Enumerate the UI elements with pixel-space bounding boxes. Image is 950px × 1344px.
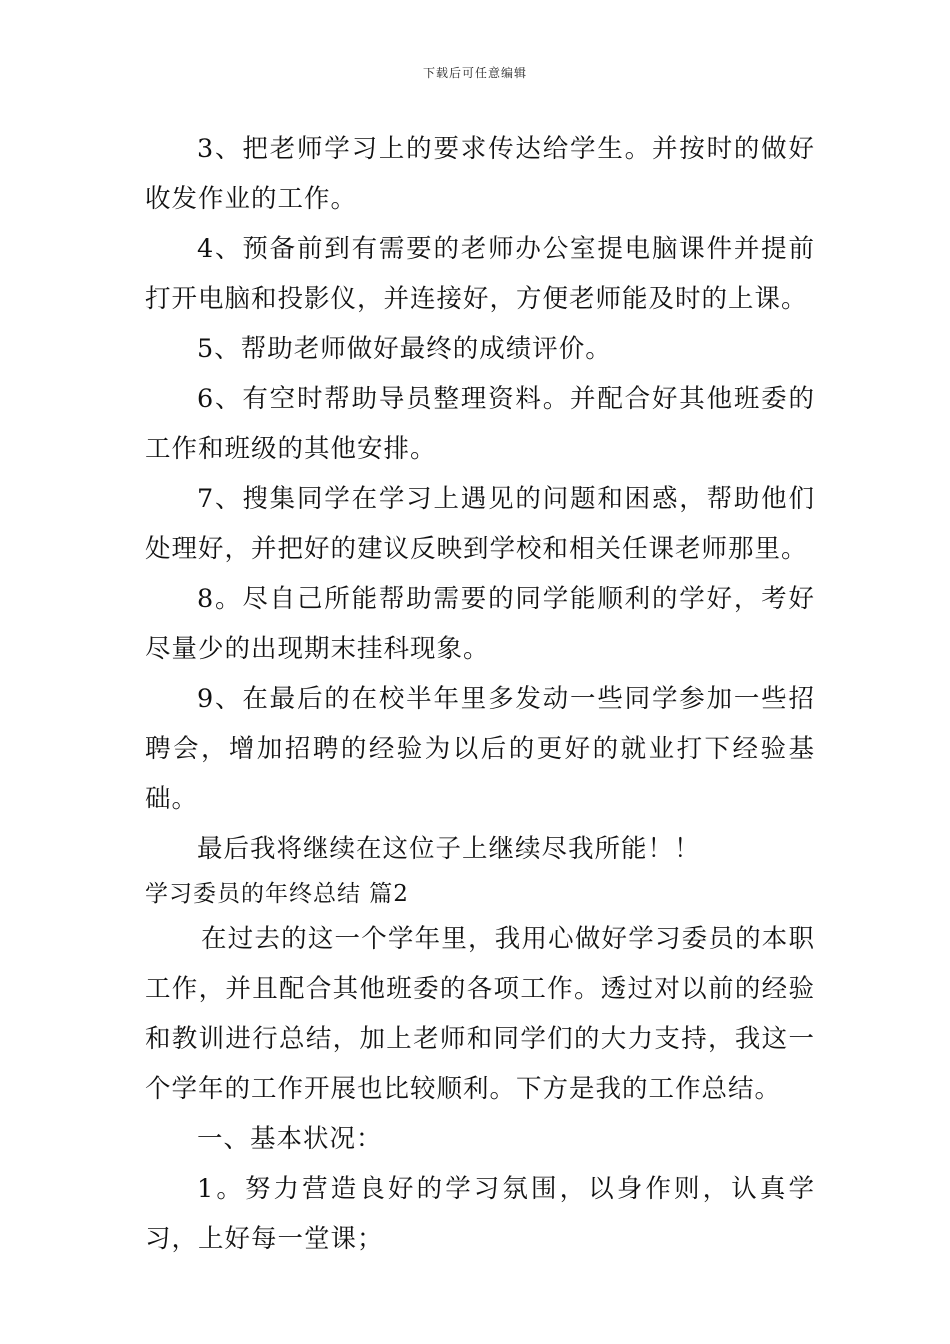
closing-line: 最后我将继续在这位子上继续尽我所能！！ <box>197 834 701 864</box>
section-title: 学习委员的年终总结 篇2 <box>145 881 409 907</box>
paragraph-item-3: 3、把老师学习上的要求传达给学生。并按时的做好收发作业的工作。 <box>145 134 815 214</box>
intro-paragraph: 在过去的这一个学年里，我用心做好学习委员的本职工作，并且配合其他班委的各项工作。透过对以前的经验和教训进行总结，加上老师和同学们的大力支持，我这一个学年的工作开展也比较顺利。下方是我的工作总结。 <box>145 924 815 1104</box>
document-body <box>145 124 815 1264</box>
paragraph-item-7: 7、搜集同学在学习上遇见的问题和困惑，帮助他们处理好，并把好的建议反映到学校和相关任课老师那里。 <box>145 484 815 564</box>
paragraph-item-6: 6、有空时帮助导员整理资料。并配合好其他班委的工作和班级的其他安排。 <box>145 384 815 464</box>
header-note: 下载后可任意编辑 <box>422 66 527 80</box>
basic-item-1: 1。努力营造良好的学习氛围，以身作则，认真学习，上好每一堂课； <box>145 1174 815 1254</box>
paragraph-item-4: 4、预备前到有需要的老师办公室提电脑课件并提前打开电脑和投影仪，并连接好，方便老师能及时的上课。 <box>145 234 815 314</box>
paragraph-item-8: 8。尽自己所能帮助需要的同学能顺利的学好，考好尽量少的出现期末挂科现象。 <box>145 584 815 664</box>
sub-heading: 一、基本状况： <box>197 1124 383 1154</box>
paragraph-item-5: 5、帮助老师做好最终的成绩评价。 <box>197 334 612 364</box>
paragraph-item-9: 9、在最后的在校半年里多发动一些同学参加一些招聘会，增加招聘的经验为以后的更好的就业打下经验基础。 <box>145 684 815 814</box>
